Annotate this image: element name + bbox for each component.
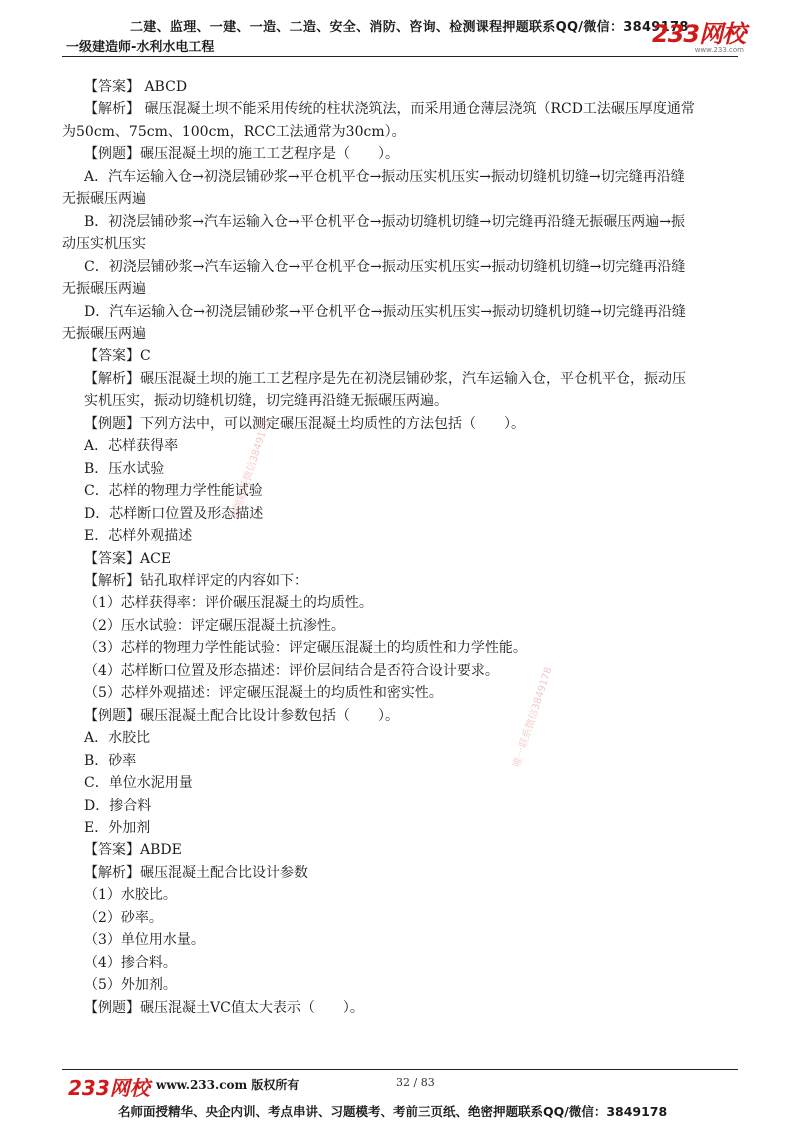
analysis-line: 【解析】碾压混凝土配合比设计参数 [84,864,308,881]
option-line: D．芯样断口位置及形态描述 [84,505,264,522]
document-subtitle: 一级建造师-水利水电工程 [66,40,215,55]
page-indicator: 32 / 83 [396,1076,435,1089]
brand-logo [652,22,744,54]
question-line: 【例题】下列方法中，可以测定碾压混凝土均质性的方法包括（ ）。 [84,415,525,432]
text-line: 实机压实，振动切缝机切缝，切完缝再沿缝无振碾压两遍。 [84,393,448,410]
option-line: E．芯样外观描述 [84,528,193,545]
option-line: D．汽车运输入仓→初浇层铺砂浆→平仓机平仓→振动压实机压实→振动切缝机切缝→切完缝再沿缝 [84,303,686,320]
answer-line: 【答案】ABDE [84,842,182,859]
footer-site: www.233.com 版权所有 [156,1078,300,1092]
option-line: A．水胶比 [84,730,151,747]
option-line: B．初浇层铺砂浆→汽车运输入仓→平仓机平仓→振动切缝机切缝→切完缝再沿缝无振碾压两遍→振 [84,213,685,230]
question-line: 【例题】碾压混凝土VC值太大表示（ ）。 [84,999,364,1016]
list-item: （5）外加剂。 [84,977,177,994]
option-line: B．压水试验 [84,460,165,477]
logo-text: 233网校 [652,20,746,48]
footer-logo: 233网校 [68,1076,150,1100]
answer-line: 【答案】 ABCD [84,79,188,95]
list-item: （1）水胶比。 [84,887,177,904]
watermark-right: 唯一联系微信3849178 [511,665,555,769]
option-line: E．外加剂 [84,819,151,836]
option-line: C．初浇层铺砂浆→汽车运输入仓→平仓机平仓→振动压实机压实→振动切缝机切缝→切完缝再沿缝 [84,258,686,275]
footer-contact-line: 名师面授精华、央企内训、考点串讲、习题模考、考前三页纸、绝密押题联系QQ/微信：3849178 [118,1104,668,1119]
list-item: （5）芯样外观描述：评定碾压混凝土的均质性和密实性。 [84,685,443,702]
answer-line: 【答案】ACE [84,550,172,567]
list-item: （4）芯样断口位置及形态描述：评价层间结合是否符合设计要求。 [84,662,499,679]
list-item: （1）芯样获得率：评价碾压混凝土的均质性。 [84,595,373,612]
text-line: 无振碾压两遍 [62,281,146,298]
watermark-left: 押题联系微信3849178 [229,417,273,521]
analysis-line: 【解析】钻孔取样评定的内容如下： [84,572,308,589]
question-line: 【例题】碾压混凝土坝的施工工艺程序是（ ）。 [84,146,399,163]
text-line: 无振碾压两遍 [62,191,146,208]
header-divider [62,56,738,57]
header-contact-line: 二建、监理、一建、一造、二造、安全、消防、咨询、检测课程押题联系QQ/微信：3849178 [130,20,689,35]
text-line: 无振碾压两遍 [62,325,146,342]
list-item: （2）压水试验：评定碾压混凝土抗渗性。 [84,617,345,634]
document-body [62,76,742,1019]
analysis-line: 【解析】 碾压混凝土坝不能采用传统的柱状浇筑法，而采用通仓薄层浇筑（RCD工法碾压厚度通常 [84,101,695,118]
option-line: A．芯样获得率 [84,438,179,455]
option-line: C．单位水泥用量 [84,775,193,792]
logo-url: www.233.com [694,46,744,54]
text-line: 为50cm、75cm、100cm，RCC工法通常为30cm）。 [62,123,406,140]
analysis-line: 【解析】碾压混凝土坝的施工工艺程序是先在初浇层铺砂浆，汽车运输入仓，平仓机平仓，振动压 [84,370,686,387]
text-line: 动压实机压实 [62,236,146,253]
footer-divider [62,1069,738,1070]
option-line: A．汽车运输入仓→初浇层铺砂浆→平仓机平仓→振动压实机压实→振动切缝机切缝→切完缝再沿缝 [84,168,685,185]
answer-line: 【答案】C [84,348,151,365]
option-line: C．芯样的物理力学性能试验 [84,483,263,500]
list-item: （3）单位用水量。 [84,932,205,949]
list-item: （4）掺合料。 [84,954,177,971]
list-item: （2）砂率。 [84,909,163,926]
list-item: （3）芯样的物理力学性能试验：评定碾压混凝土的均质性和力学性能。 [84,640,527,657]
option-line: B．砂率 [84,752,137,769]
option-line: D．掺合料 [84,797,152,814]
question-line: 【例题】碾压混凝土配合比设计参数包括（ ）。 [84,707,399,724]
